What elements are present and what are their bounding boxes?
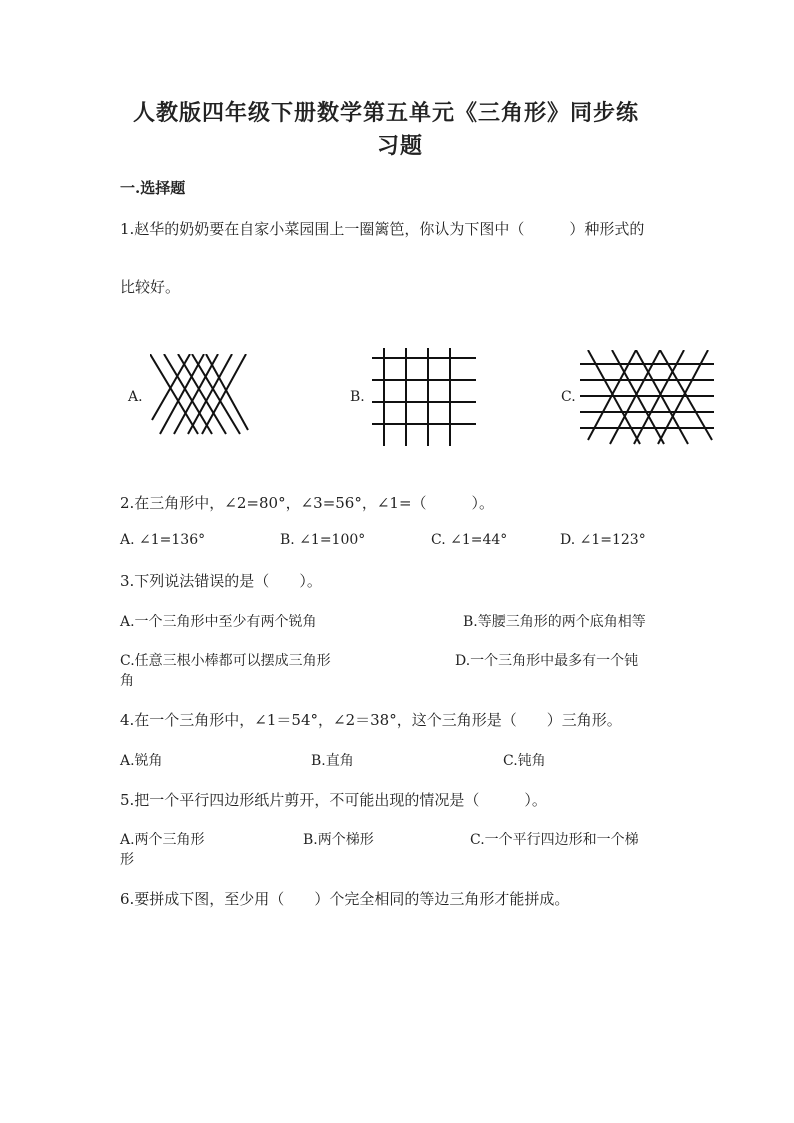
q5-option-c[interactable]: C.一个平行四边形和一个梯: [470, 832, 639, 848]
q1-figure-b-square-grid-fence: [372, 348, 476, 446]
question-4-stem: 4.在一个三角形中，∠1＝54°，∠2＝38°，这个三角形是（ ）三角形。: [120, 711, 622, 729]
question-2-stem: 2.在三角形中，∠2=80°，∠3=56°，∠1=（ ）。: [120, 494, 495, 512]
question-6-stem: 6.要拼成下图，至少用（ ）个完全相同的等边三角形才能拼成。: [120, 890, 570, 908]
q3-option-a[interactable]: A.一个三角形中至少有两个锐角: [120, 614, 317, 630]
q5-option-b[interactable]: B.两个梯形: [303, 832, 374, 848]
q2-option-d[interactable]: D. ∠1=123°: [560, 532, 646, 548]
q1-figure-c-triangular-fence: [580, 350, 718, 446]
q4-option-b[interactable]: B.直角: [311, 753, 354, 769]
page-title-line2: 习题: [377, 133, 424, 159]
q3-option-c[interactable]: C.任意三根小棒都可以摆成三角形: [120, 653, 331, 669]
section-heading: 一.选择题: [120, 179, 186, 197]
q3-option-b[interactable]: B.等腰三角形的两个底角相等: [463, 614, 646, 630]
q1-figure-a-label: A.: [128, 389, 143, 405]
q4-option-c[interactable]: C.钝角: [503, 753, 546, 769]
question-3-stem: 3.下列说法错误的是（ ）。: [120, 572, 322, 590]
q2-option-a[interactable]: A. ∠1=136°: [120, 532, 206, 548]
question-5-stem: 5.把一个平行四边形纸片剪开，不可能出现的情况是（ ）。: [120, 791, 547, 809]
q1-figure-c-label: C.: [561, 389, 576, 405]
q5-option-c-wrap: 形: [120, 852, 134, 868]
q3-option-d[interactable]: D.一个三角形中最多有一个钝: [455, 653, 639, 669]
q1-figure-a-crossed-fence: [150, 354, 250, 436]
question-1-stem-continued: 比较好。: [120, 278, 181, 296]
q5-option-a[interactable]: A.两个三角形: [120, 832, 205, 848]
q2-option-c[interactable]: C. ∠1=44°: [431, 532, 508, 548]
q2-option-b[interactable]: B. ∠1=100°: [280, 532, 366, 548]
page-title-line1: 人教版四年级下册数学第五单元《三角形》同步练: [133, 100, 640, 126]
question-1-stem: 1.赵华的奶奶要在自家小菜园围上一圈篱笆，你认为下图中（ ）种形式的: [120, 220, 645, 238]
q4-option-a[interactable]: A.锐角: [120, 753, 163, 769]
q1-figure-b-label: B.: [350, 389, 365, 405]
q3-option-d-wrap: 角: [120, 673, 134, 689]
